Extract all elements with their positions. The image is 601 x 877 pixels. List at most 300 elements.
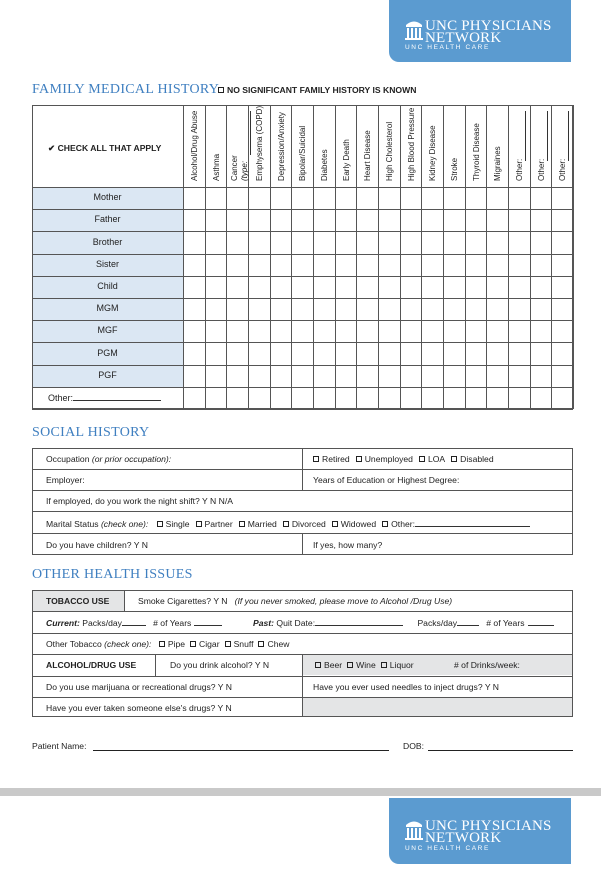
history-check-cell[interactable] (421, 187, 443, 209)
history-check-cell[interactable] (226, 298, 248, 320)
history-check-cell[interactable] (465, 231, 487, 253)
checkbox-icon[interactable] (159, 641, 165, 647)
option-label: Other: (391, 519, 416, 529)
occupation-field[interactable] (46, 454, 171, 464)
history-check-cell[interactable] (313, 276, 335, 298)
option-single[interactable] (157, 519, 190, 529)
history-check-cell[interactable] (508, 231, 530, 253)
history-check-cell[interactable] (183, 298, 205, 320)
row-label-mother: Mother (93, 192, 122, 202)
option-retired[interactable] (313, 454, 350, 464)
history-check-cell[interactable] (378, 254, 400, 276)
history-check-cell[interactable] (465, 365, 487, 387)
option-other[interactable] (382, 519, 530, 529)
history-check-cell[interactable] (508, 209, 530, 231)
option-cigar[interactable] (190, 639, 220, 649)
option-label: Unemployed (364, 454, 413, 464)
current-years-label: # of Years (153, 618, 192, 628)
history-check-cell[interactable] (551, 231, 573, 253)
logo-line1: UNC PHYSICIANS (425, 18, 552, 34)
history-check-cell[interactable] (183, 342, 205, 364)
dob-line[interactable] (428, 750, 573, 751)
history-check-cell[interactable] (335, 298, 357, 320)
option-divorced[interactable] (283, 519, 326, 529)
page-separator (0, 788, 601, 796)
history-check-cell[interactable] (443, 342, 465, 364)
column-specify-line[interactable] (547, 111, 548, 161)
history-check-cell[interactable] (226, 387, 248, 409)
smoke-question[interactable] (138, 596, 452, 606)
family-history-title: FAMILY MEDICAL HISTORY (32, 82, 220, 97)
column-header-high-blood-pressure: High Blood Pressure (407, 107, 416, 181)
row-label-mgm: MGM (96, 303, 119, 313)
drink-question[interactable]: Do you drink alcohol? Y N (170, 660, 270, 670)
history-check-cell[interactable] (443, 387, 465, 409)
checkbox-icon[interactable] (332, 521, 338, 527)
history-check-cell[interactable] (400, 187, 422, 209)
logo-line2: NETWORK (425, 830, 502, 846)
history-check-cell[interactable] (400, 254, 422, 276)
history-check-cell[interactable] (313, 209, 335, 231)
history-check-cell[interactable] (270, 231, 292, 253)
history-check-cell[interactable] (270, 320, 292, 342)
row-label-brother: Brother (92, 237, 123, 247)
quit-date-line[interactable] (315, 617, 403, 626)
smoke-note: (If you never smoked, please move to Alcohol /Drug Use) (234, 596, 453, 606)
option-label: Married (247, 519, 277, 529)
needles-question[interactable]: Have you ever used needles to inject drugs? Y N (313, 682, 499, 692)
history-check-cell[interactable] (421, 209, 443, 231)
history-check-cell[interactable] (291, 298, 313, 320)
history-check-cell[interactable] (421, 342, 443, 364)
history-check-cell[interactable] (248, 320, 270, 342)
history-check-cell[interactable] (226, 342, 248, 364)
history-check-cell[interactable] (205, 365, 227, 387)
history-check-cell[interactable] (291, 254, 313, 276)
history-check-cell[interactable] (313, 387, 335, 409)
history-check-cell[interactable] (183, 254, 205, 276)
history-check-cell[interactable] (248, 298, 270, 320)
history-check-cell[interactable] (400, 231, 422, 253)
history-check-cell[interactable] (486, 342, 508, 364)
history-check-cell[interactable] (248, 342, 270, 364)
history-check-cell[interactable] (248, 187, 270, 209)
history-check-cell[interactable] (335, 254, 357, 276)
history-check-cell[interactable] (205, 187, 227, 209)
column-header-bipolar-suicidal: Bipolar/Suicidal (298, 125, 307, 181)
history-check-cell[interactable] (508, 320, 530, 342)
history-check-cell[interactable] (313, 254, 335, 276)
history-check-cell[interactable] (508, 187, 530, 209)
logo-line2: NETWORK (425, 30, 502, 46)
history-check-cell[interactable] (291, 187, 313, 209)
history-check-cell[interactable] (486, 365, 508, 387)
history-check-cell[interactable] (400, 342, 422, 364)
checkbox-icon[interactable] (315, 662, 321, 668)
history-check-cell[interactable] (335, 276, 357, 298)
history-check-cell[interactable] (421, 254, 443, 276)
history-check-cell[interactable] (335, 231, 357, 253)
history-check-cell[interactable] (443, 231, 465, 253)
history-check-cell[interactable] (551, 187, 573, 209)
history-check-cell[interactable] (421, 387, 443, 409)
checkbox-icon[interactable] (356, 456, 362, 462)
history-check-cell[interactable] (183, 320, 205, 342)
history-check-cell[interactable] (378, 387, 400, 409)
checkbox-icon[interactable] (190, 641, 196, 647)
history-check-cell[interactable] (378, 276, 400, 298)
history-check-cell[interactable] (205, 231, 227, 253)
column-header-high-cholesterol: High Cholesterol (385, 121, 394, 181)
history-check-cell[interactable] (486, 254, 508, 276)
history-check-cell[interactable] (508, 387, 530, 409)
history-check-cell[interactable] (421, 231, 443, 253)
other-tobacco-label: Other Tobacco (46, 639, 102, 649)
history-check-cell[interactable] (465, 298, 487, 320)
checkbox-icon[interactable] (157, 521, 163, 527)
option-label: Retired (322, 454, 350, 464)
history-check-cell[interactable] (508, 254, 530, 276)
history-check-cell[interactable] (530, 365, 552, 387)
history-check-cell[interactable] (226, 365, 248, 387)
row-label-sister: Sister (95, 259, 119, 269)
checkbox-icon[interactable] (283, 521, 289, 527)
history-check-cell[interactable] (291, 342, 313, 364)
history-check-cell[interactable] (226, 276, 248, 298)
history-check-cell[interactable] (313, 187, 335, 209)
option-widowed[interactable] (332, 519, 376, 529)
history-check-cell[interactable] (335, 342, 357, 364)
history-check-cell[interactable] (183, 209, 205, 231)
history-check-cell[interactable] (356, 387, 378, 409)
history-check-cell[interactable] (291, 320, 313, 342)
history-check-cell[interactable] (205, 209, 227, 231)
current-packs-line[interactable] (122, 617, 146, 626)
employment-status-options (313, 454, 494, 464)
history-check-cell[interactable] (421, 298, 443, 320)
option-label: Wine (356, 660, 376, 670)
history-check-cell[interactable] (465, 254, 487, 276)
occupation-label: Occupation (46, 454, 90, 464)
history-check-cell[interactable] (356, 320, 378, 342)
history-check-cell[interactable] (356, 342, 378, 364)
patient-name-line[interactable] (93, 750, 389, 751)
history-check-cell[interactable] (226, 231, 248, 253)
alcohol-drug-header: ALCOHOL/DRUG USE (46, 660, 137, 670)
history-check-cell[interactable] (400, 320, 422, 342)
history-check-cell[interactable] (486, 298, 508, 320)
history-check-cell[interactable] (378, 320, 400, 342)
current-label: Current: (46, 618, 80, 628)
history-check-cell[interactable] (551, 387, 573, 409)
history-check-cell[interactable] (226, 187, 248, 209)
history-check-cell[interactable] (205, 254, 227, 276)
history-check-cell[interactable] (205, 298, 227, 320)
history-check-cell[interactable] (270, 209, 292, 231)
other-specify-line[interactable] (415, 518, 530, 527)
history-check-cell[interactable] (291, 231, 313, 253)
history-check-cell[interactable] (291, 387, 313, 409)
history-check-cell[interactable] (465, 387, 487, 409)
option-chew[interactable] (258, 639, 289, 649)
history-check-cell[interactable] (443, 320, 465, 342)
history-check-cell[interactable] (248, 365, 270, 387)
history-check-cell[interactable] (486, 320, 508, 342)
checkbox-icon[interactable] (381, 662, 387, 668)
history-check-cell[interactable] (270, 187, 292, 209)
smoke-label: Smoke Cigarettes? Y N (138, 596, 228, 606)
checkbox-icon[interactable] (196, 521, 202, 527)
history-check-cell[interactable] (270, 342, 292, 364)
history-check-cell[interactable] (551, 298, 573, 320)
history-check-cell[interactable] (530, 276, 552, 298)
history-check-cell[interactable] (443, 187, 465, 209)
option-label: LOA (427, 454, 446, 464)
history-check-cell[interactable] (270, 276, 292, 298)
marital-note: (check one): (100, 519, 149, 529)
current-smoking-row[interactable] (46, 617, 222, 628)
column-header-kidney-disease: Kidney Disease (428, 125, 437, 181)
drinks-week-field[interactable]: # of Drinks/week: (454, 660, 520, 670)
history-check-cell[interactable] (183, 276, 205, 298)
history-check-cell[interactable] (313, 365, 335, 387)
history-check-cell[interactable] (530, 254, 552, 276)
history-check-cell[interactable] (270, 254, 292, 276)
history-check-cell[interactable] (551, 320, 573, 342)
column-specify-line[interactable] (568, 111, 569, 161)
row-label-mgf: MGF (97, 325, 118, 335)
history-check-cell[interactable] (508, 298, 530, 320)
column-header-early-death: Early Death (342, 139, 351, 181)
history-check-cell[interactable] (183, 387, 205, 409)
history-check-cell[interactable] (530, 320, 552, 342)
checkbox-icon[interactable] (239, 521, 245, 527)
others-drugs-question[interactable]: Have you ever taken someone else's drugs? Y N (46, 703, 232, 713)
marital-status-field (46, 518, 530, 529)
history-check-cell[interactable] (508, 365, 530, 387)
employer-field[interactable]: Employer: (46, 475, 85, 485)
history-check-cell[interactable] (313, 298, 335, 320)
other-relative-line[interactable] (73, 392, 161, 401)
checkbox-icon[interactable] (225, 641, 231, 647)
history-check-cell[interactable] (551, 342, 573, 364)
row-label-pgm: PGM (97, 348, 118, 358)
option-snuff[interactable] (225, 639, 254, 649)
history-check-cell[interactable] (530, 298, 552, 320)
option-label: Chew (267, 639, 290, 649)
past-smoking-row[interactable] (253, 617, 554, 628)
marijuana-question[interactable]: Do you use marijuana or recreational drugs? Y N (46, 682, 232, 692)
history-check-cell[interactable] (291, 209, 313, 231)
family-history-grid (32, 105, 573, 409)
history-check-cell[interactable] (421, 320, 443, 342)
history-check-cell[interactable] (270, 298, 292, 320)
history-check-cell[interactable] (400, 209, 422, 231)
history-check-cell[interactable] (443, 209, 465, 231)
check-all-label: ✔ CHECK ALL THAT APPLY (48, 143, 162, 153)
option-liquor[interactable] (381, 660, 414, 670)
option-beer[interactable] (315, 660, 342, 670)
education-field[interactable]: Years of Education or Highest Degree: (313, 475, 460, 485)
checkbox-icon[interactable] (419, 456, 425, 462)
history-check-cell[interactable] (356, 254, 378, 276)
history-check-cell[interactable] (183, 365, 205, 387)
history-check-cell[interactable] (356, 276, 378, 298)
history-check-cell[interactable] (443, 254, 465, 276)
drink-type-options (315, 660, 414, 670)
history-check-cell[interactable] (378, 365, 400, 387)
past-years-line[interactable] (528, 617, 554, 626)
checkbox-icon[interactable] (451, 456, 457, 462)
option-wine[interactable] (347, 660, 376, 670)
unc-logo-bottom (389, 798, 571, 864)
history-check-cell[interactable] (400, 298, 422, 320)
history-check-cell[interactable] (443, 365, 465, 387)
history-check-cell[interactable] (205, 342, 227, 364)
option-label: Single (165, 519, 190, 529)
column-header-depression-anxiety: Depression/Anxiety (277, 112, 286, 181)
option-disabled[interactable] (451, 454, 493, 464)
history-check-cell[interactable] (508, 276, 530, 298)
history-check-cell[interactable] (356, 365, 378, 387)
history-check-cell[interactable] (378, 342, 400, 364)
history-check-cell[interactable] (400, 387, 422, 409)
history-check-cell[interactable] (465, 276, 487, 298)
history-check-cell[interactable] (356, 209, 378, 231)
option-label: Widowed (340, 519, 377, 529)
history-check-cell[interactable] (248, 276, 270, 298)
no-history-option[interactable] (218, 85, 416, 95)
history-check-cell[interactable] (356, 231, 378, 253)
history-check-cell[interactable] (248, 387, 270, 409)
history-check-cell[interactable] (270, 387, 292, 409)
history-check-cell[interactable] (291, 276, 313, 298)
history-check-cell[interactable] (291, 365, 313, 387)
history-check-cell[interactable] (378, 298, 400, 320)
history-check-cell[interactable] (335, 320, 357, 342)
history-check-cell[interactable] (486, 209, 508, 231)
option-partner[interactable] (196, 519, 233, 529)
checkbox-icon[interactable] (382, 521, 388, 527)
row-label-other (48, 392, 161, 403)
history-check-cell[interactable] (443, 276, 465, 298)
logo-line3: UNC HEALTH CARE (405, 845, 490, 852)
other-tobacco-note: (check one): (104, 639, 152, 649)
history-check-cell[interactable] (551, 254, 573, 276)
option-unemployed[interactable] (356, 454, 413, 464)
history-check-cell[interactable] (465, 320, 487, 342)
children-question[interactable]: Do you have children? Y N (46, 540, 148, 550)
history-check-cell[interactable] (486, 276, 508, 298)
old-well-icon (405, 818, 423, 840)
history-check-cell[interactable] (335, 365, 357, 387)
history-check-cell[interactable] (530, 342, 552, 364)
history-check-cell[interactable] (486, 187, 508, 209)
history-check-cell[interactable] (530, 187, 552, 209)
history-check-cell[interactable] (205, 320, 227, 342)
history-check-cell[interactable] (551, 365, 573, 387)
history-check-cell[interactable] (465, 342, 487, 364)
history-check-cell[interactable] (183, 187, 205, 209)
checkbox-icon[interactable] (218, 87, 224, 93)
grid-vline (573, 105, 574, 409)
history-check-cell[interactable] (378, 231, 400, 253)
unc-logo-top (389, 0, 571, 62)
history-check-cell[interactable] (313, 320, 335, 342)
history-check-cell[interactable] (356, 187, 378, 209)
past-years-label: # of Years (486, 618, 525, 628)
occupation-note: (or prior occupation): (91, 454, 172, 464)
history-check-cell[interactable] (551, 209, 573, 231)
column-specify-line[interactable] (250, 111, 251, 155)
history-check-cell[interactable] (205, 387, 227, 409)
option-married[interactable] (239, 519, 277, 529)
history-check-cell[interactable] (465, 187, 487, 209)
history-check-cell[interactable] (551, 276, 573, 298)
history-check-cell[interactable] (248, 254, 270, 276)
history-check-cell[interactable] (313, 231, 335, 253)
old-well-icon (405, 18, 423, 40)
history-check-cell[interactable] (183, 231, 205, 253)
history-check-cell[interactable] (205, 276, 227, 298)
history-check-cell[interactable] (248, 209, 270, 231)
history-check-cell[interactable] (486, 231, 508, 253)
history-check-cell[interactable] (465, 209, 487, 231)
checkbox-icon[interactable] (258, 641, 264, 647)
current-years-line[interactable] (194, 617, 222, 626)
history-check-cell[interactable] (226, 209, 248, 231)
history-check-cell[interactable] (335, 387, 357, 409)
option-label: Cigar (199, 639, 220, 649)
history-check-cell[interactable] (486, 387, 508, 409)
logo-line3: UNC HEALTH CARE (405, 44, 490, 51)
option-label: Divorced (291, 519, 326, 529)
row-label-child: Child (97, 281, 118, 291)
history-check-cell[interactable] (400, 365, 422, 387)
column-header-heart-disease: Heart Disease (363, 130, 372, 181)
history-check-cell[interactable] (530, 231, 552, 253)
column-header-alcohol-drug-abuse: Alcohol/Drug Abuse (190, 110, 199, 181)
history-check-cell[interactable] (335, 209, 357, 231)
history-check-cell[interactable] (313, 342, 335, 364)
history-check-cell[interactable] (400, 276, 422, 298)
history-check-cell[interactable] (378, 209, 400, 231)
history-check-cell[interactable] (421, 276, 443, 298)
option-loa[interactable] (419, 454, 445, 464)
history-check-cell[interactable] (226, 254, 248, 276)
marital-label: Marital Status (46, 519, 99, 529)
history-check-cell[interactable] (530, 387, 552, 409)
history-check-cell[interactable] (248, 231, 270, 253)
history-check-cell[interactable] (530, 209, 552, 231)
history-check-cell[interactable] (421, 365, 443, 387)
checkbox-icon[interactable] (313, 456, 319, 462)
how-many-field[interactable]: If yes, how many? (313, 540, 383, 550)
tobacco-use-header: TOBACCO USE (46, 596, 110, 606)
night-shift-question[interactable]: If employed, do you work the night shift? Y N N/A (46, 496, 233, 506)
history-check-cell[interactable] (270, 365, 292, 387)
option-pipe[interactable] (159, 639, 185, 649)
history-check-cell[interactable] (378, 187, 400, 209)
column-specify-line[interactable] (525, 111, 526, 161)
history-check-cell[interactable] (443, 298, 465, 320)
history-check-cell[interactable] (335, 187, 357, 209)
checkbox-icon[interactable] (347, 662, 353, 668)
history-check-cell[interactable] (356, 298, 378, 320)
past-packs-line[interactable] (457, 617, 479, 626)
history-check-cell[interactable] (508, 342, 530, 364)
history-check-cell[interactable] (226, 320, 248, 342)
